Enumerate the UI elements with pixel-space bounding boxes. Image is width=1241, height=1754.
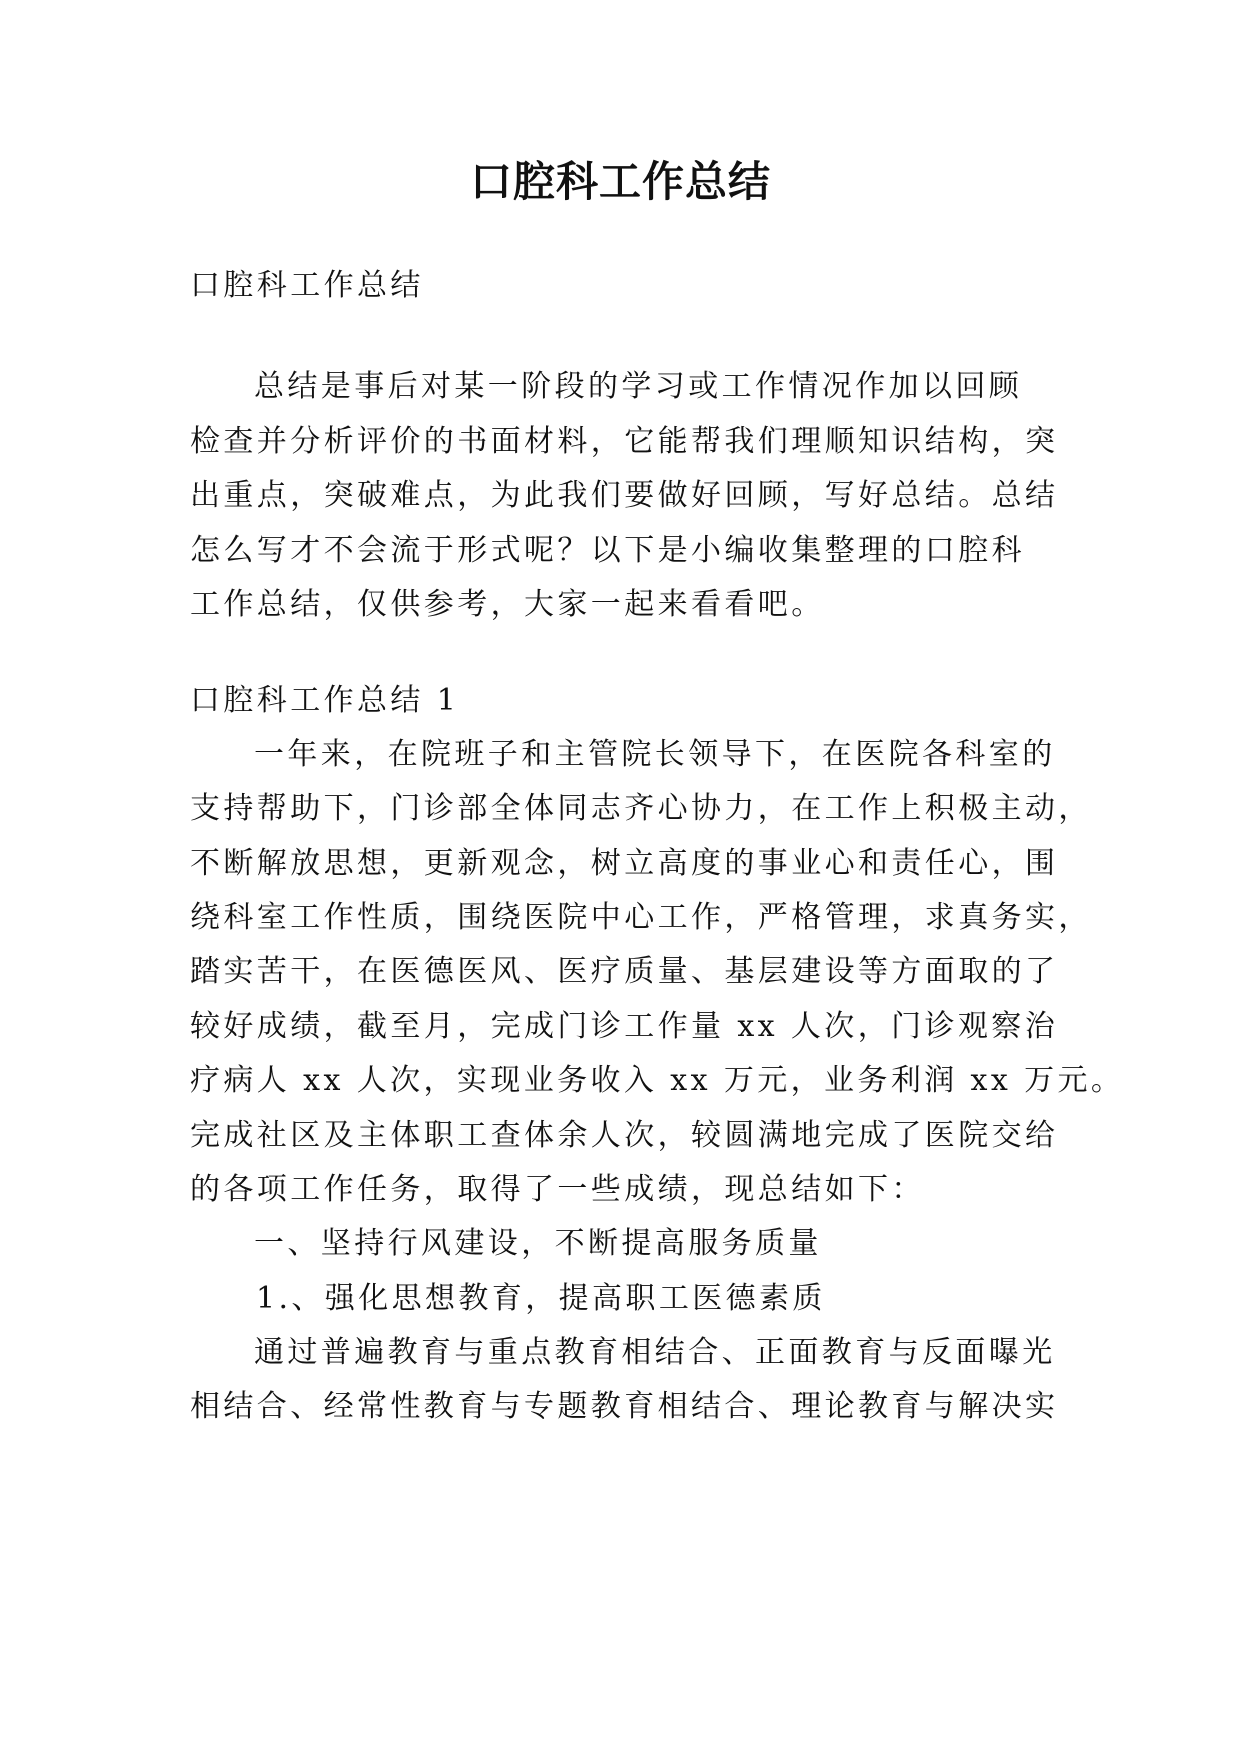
paragraph-line: 支持帮助下，门诊部全体同志齐心协力，在工作上积极主动， [190,791,1092,826]
paragraph-line: 总结是事后对某一阶段的学习或工作情况作加以回顾 [254,369,1023,404]
paragraph-line: 的各项工作任务，取得了一些成绩，现总结如下： [190,1172,925,1207]
paragraph-line: 怎么写才不会流于形式呢？以下是小编收集整理的口腔科 [190,533,1025,568]
paragraph-line: 出重点，突破难点，为此我们要做好回顾，写好总结。总结 [190,478,1059,513]
paragraph-line: 完成社区及主体职工查体余人次，较圆满地完成了医院交给 [190,1118,1059,1153]
paragraph-line: 通过普遍教育与重点教育相结合、正面教育与反面曝光 [254,1335,1056,1370]
subtitle: 口腔科工作总结 [190,268,424,303]
paragraph-line: 相结合、经常性教育与专题教育相结合、理论教育与解决实 [190,1389,1059,1424]
page-title: 口腔科工作总结 [469,157,771,206]
heading-level-2: 1.、强化思想教育，提高职工医德素质 [256,1281,826,1316]
paragraph-line: 工作总结，仅供参考，大家一起来看看吧。 [190,587,825,622]
paragraph-line: 踏实苦干，在医德医风、医疗质量、基层建设等方面取的了 [190,954,1059,989]
paragraph-line: 较好成绩，截至月，完成门诊工作量 xx 人次，门诊观察治 [190,1009,1059,1044]
paragraph-line: 检查并分析评价的书面材料，它能帮我们理顺知识结构，突 [190,424,1059,459]
paragraph-line: 不断解放思想，更新观念，树立高度的事业心和责任心，围 [190,846,1059,881]
paragraph-line: 绕科室工作性质，围绕医院中心工作，严格管理，求真务实， [190,900,1092,935]
paragraph-line: 一年来，在院班子和主管院长领导下，在医院各科室的 [254,737,1056,772]
paragraph-line: 疗病人 xx 人次，实现业务收入 xx 万元，业务利润 xx 万元。 [190,1063,1125,1098]
section-heading: 口腔科工作总结 1 [190,683,460,718]
heading-level-1: 一、坚持行风建设，不断提高服务质量 [254,1226,822,1261]
